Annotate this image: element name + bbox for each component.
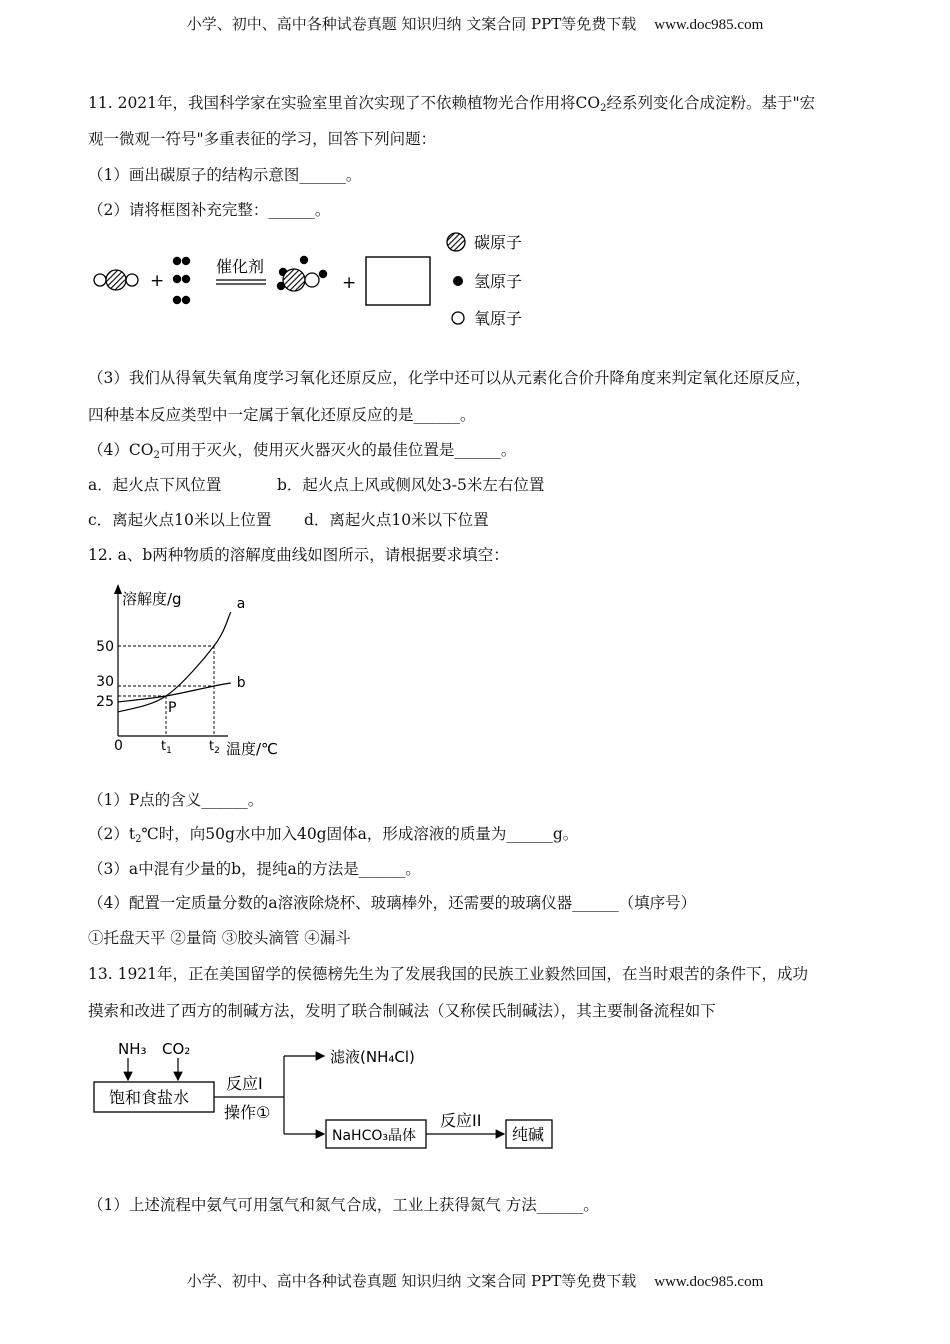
soda-label: 纯碱 [512,1125,545,1144]
x-tick-t1: $t_1$ [161,739,172,756]
q11-option-d: d．离起火点10米以下位置 [304,511,489,529]
react1-label: 反应I [226,1074,263,1093]
brine-label: 饱和食盐水 [109,1088,190,1107]
solubility-chart [88,578,298,763]
q12-options: ①托盘天平 ②量筒 ③胶头滴管 ④漏斗 [88,929,351,947]
series-label-b: b [236,675,246,691]
page-header [0,13,950,34]
h2-molecules [173,257,190,304]
y-tick-25: 25 [96,694,114,710]
q12-part1: （1）P点的含义______。 [88,791,264,809]
flow-diagram [88,1036,568,1156]
q13-intro-line1: 13. 1921年，正在美国留学的侯德榜先生为了发展我国的民族工业毅然回国，在当时艰苦的条件下，成功 [88,965,809,983]
y-axis-label: 溶解度/g [122,590,182,608]
co2-label: CO₂ [162,1040,191,1058]
legend-oxygen: 氧原子 [474,309,523,328]
q11-part4: $(4)CO_2$可用于灭火，使用灭火器灭火的最佳位置是______。 [88,441,517,461]
crystal-label: NaHCO₃晶体 [332,1128,416,1144]
legend-carbon: 碳原子 [474,233,523,252]
q11-option-a: a．起火点下风位置 [88,476,222,494]
catalyst-label: 催化剂 [216,257,265,276]
q11-option-b: b．起火点上风或侧风处3-5米左右位置 [277,476,545,494]
footer-site[interactable]: www.doc985.com [654,1274,764,1290]
q11-part3-line1: （3）我们从得氧失氧角度学习氧化还原反应，化学中还可以从元素化合价升降角度来判定氧化还原反应， [88,369,811,387]
nh3-label: NH₃ [118,1040,147,1058]
q11-part3-line2: 四种基本反应类型中一定属于氧化还原反应的是______。 [88,406,476,424]
footer-text: 小学、初中、高中各种试卷真题 知识归纳 文案合同 PPT等免费下载 [186,1272,637,1290]
filtrate-label: 滤液(NH₄Cl) [330,1048,415,1066]
page-footer [0,1270,950,1291]
y-axis-arrow [114,584,122,594]
q11-part2: （2）请将框图补充完整：______。 [88,201,331,219]
react2-label: 反应II [440,1111,482,1130]
y-tick-30: 30 [96,674,114,690]
plus-1: + [150,271,165,291]
origin-label: 0 [114,738,123,754]
reaction-diagram [80,228,540,340]
series-label-a: a [236,596,246,612]
header-site[interactable]: www.doc985.com [654,17,764,33]
x-axis-label: 温度/℃ [226,740,278,758]
q11-intro-line2: 观一微观一符号"多重表征的学习，回答下列问题： [88,130,437,148]
x-tick-t2: $t_2$ [209,739,220,756]
q13-part1: （1）上述流程中氨气可用氢气和氮气合成，工业上获得氮气 方法______。 [88,1196,599,1214]
legend-hydrogen: 氢原子 [474,272,523,291]
product-molecule [277,256,327,291]
q12-part2: $(2)t_2℃$时，向50g水中加入40g固体a，形成溶液的质量为______g。 [88,825,579,845]
q11-option-c: c．离起火点10米以上位置 [88,511,272,529]
q12-part3: （3）a中混有少量的b，提纯a的方法是______。 [88,860,421,878]
co2-molecule [94,270,138,290]
q11-intro-line1: 11. 2021年，我国科学家在实验室里首次实现了不依赖植物光合作用将$CO_2$经系列变化合成淀粉。基于"宏 [88,94,816,114]
q11-part1: （1）画出碳原子的结构示意图______。 [88,166,362,184]
q13-intro-line2: 摸索和改进了西方的制碱方法，发明了联合制碱法（又称侯氏制碱法），其主要制备流程如下 [88,1002,716,1020]
point-p-label: P [168,700,177,716]
header-text: 小学、初中、高中各种试卷真题 知识归纳 文案合同 PPT等免费下载 [186,15,637,33]
op1-label: 操作① [224,1103,271,1122]
y-tick-50: 50 [96,639,114,655]
plus-2: + [342,273,357,293]
q12-part4: （4）配置一定质量分数的a溶液除烧杯、玻璃棒外，还需要的玻璃仪器______（填序号） [88,894,697,912]
answer-box [366,257,430,305]
q12-intro: 12. a、b两种物质的溶解度曲线如图所示，请根据要求填空： [88,546,509,564]
